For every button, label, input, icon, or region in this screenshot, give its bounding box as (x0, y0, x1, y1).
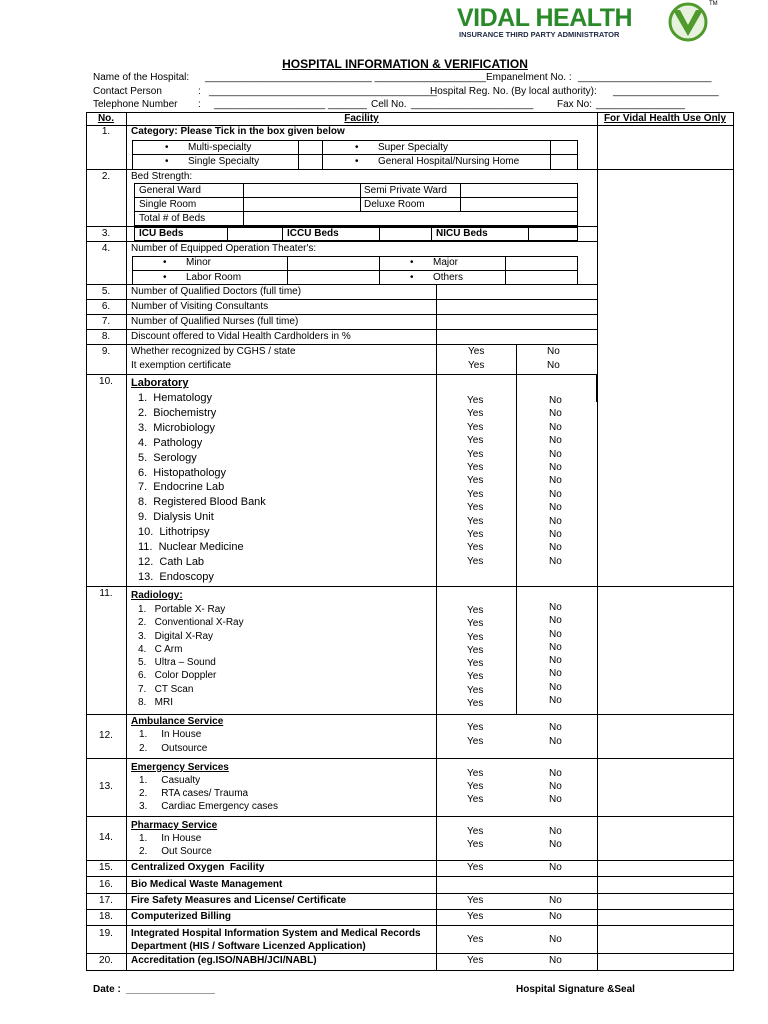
list-item: 2. Biochemistry (138, 406, 217, 419)
no-option[interactable]: No (549, 681, 562, 693)
no-option[interactable]: No (549, 502, 562, 514)
list-item: 10. Lithotripsy (138, 526, 210, 539)
no-option[interactable]: No (549, 488, 562, 500)
list-item: 4. Pathology (138, 436, 203, 449)
list-item: 11. Nuclear Medicine (138, 541, 244, 554)
no-option[interactable]: No (549, 615, 562, 627)
bullet: • (410, 272, 414, 283)
col-header-vidal: For Vidal Health Use Only (603, 113, 727, 124)
yes-option[interactable]: Yes (467, 684, 484, 696)
yes-option[interactable]: Yes (467, 839, 484, 850)
row-label: Integrated Hospital Information System and Medical Records (131, 928, 421, 939)
trademark: TM (709, 1, 718, 7)
yes-option[interactable]: Yes (467, 529, 484, 541)
no-option[interactable]: No (549, 655, 562, 667)
row-number: 2. (101, 171, 111, 182)
iccu-beds-label: ICCU Beds (287, 228, 339, 239)
row-number: 9. (101, 346, 111, 357)
no-option[interactable]: No (547, 360, 560, 371)
row-label: Centralized Oxygen Facility (131, 862, 265, 873)
yes-option[interactable]: Yes (467, 542, 484, 554)
row-label: Number of Equipped Operation Theater's: (131, 243, 317, 254)
row-label: Ambulance Service (131, 716, 224, 727)
signature-label: Hospital Signature &Seal (516, 984, 635, 995)
row-number: 19. (99, 928, 113, 939)
yes-option[interactable]: Yes (467, 794, 484, 805)
list-item: 7. CT Scan (138, 683, 194, 695)
yes-column (467, 394, 483, 568)
list-item: 2. RTA cases/ Trauma (139, 788, 249, 799)
checkbox-general-hospital[interactable] (551, 155, 577, 168)
no-option[interactable]: No (549, 542, 562, 554)
category-multi-specialty: Multi-specialty (188, 142, 252, 153)
no-option[interactable]: No (549, 794, 562, 805)
row-number: 12. (99, 730, 113, 741)
row-label: Computerized Billing (131, 911, 231, 922)
list-item: 9. Dialysis Unit (138, 511, 214, 524)
row-number: 17. (99, 895, 113, 906)
lab-items (138, 391, 266, 585)
yes-option[interactable]: Yes (467, 722, 484, 733)
no-option[interactable]: No (549, 448, 562, 460)
list-item: 8. MRI (138, 697, 174, 709)
row-number: 11. (99, 588, 113, 599)
cell-field[interactable]: ______________________ (411, 99, 534, 110)
row-label: Discount offered to Vidal Health Cardholders in % (131, 331, 351, 342)
list-item: 3. Digital X-Ray (138, 630, 214, 642)
radiology-items (138, 603, 244, 709)
yes-option[interactable]: Yes (467, 502, 484, 514)
telephone-label: Telephone Number (93, 99, 178, 110)
list-item: 2. Outsource (139, 743, 208, 754)
row-number: 7. (101, 316, 111, 327)
empanelment-label: Empanelment No. : (486, 72, 572, 83)
bullet: • (165, 142, 169, 153)
list-item: 4. C Arm (138, 643, 183, 655)
nicu-beds-label: NICU Beds (436, 228, 488, 239)
yes-option[interactable]: Yes (467, 631, 484, 643)
list-item: 1. In House (139, 729, 202, 740)
date-field[interactable]: ________________ (126, 984, 215, 995)
yes-option[interactable]: Yes (467, 781, 484, 792)
list-item: 1. Casualty (139, 775, 201, 786)
list-item: 12. Cath Lab (138, 555, 205, 568)
no-option[interactable]: No (549, 421, 562, 433)
telephone-colon: : (198, 99, 201, 110)
no-column (549, 394, 562, 568)
row-number: 3. (101, 228, 111, 239)
row-label: Category: Please Tick in the box given below (131, 126, 345, 137)
checkbox-multi-specialty[interactable] (299, 141, 321, 154)
fax-field[interactable]: ________________ (596, 99, 685, 110)
yes-option[interactable]: Yes (467, 448, 484, 460)
list-item: 6. Histopathology (138, 466, 227, 479)
no-option[interactable]: No (547, 346, 560, 357)
checkbox-single-specialty[interactable] (299, 155, 321, 168)
yes-option[interactable]: Yes (467, 462, 484, 474)
category-super-specialty: Super Specialty (378, 142, 449, 153)
reg-no-label: Hospital Reg. No. (By local authority): (430, 86, 597, 97)
col-header-facility: Facility (344, 113, 379, 124)
row-number: 5. (101, 286, 111, 297)
yes-option[interactable]: Yes (467, 555, 484, 567)
row-label: Laboratory (131, 377, 189, 389)
yes-option[interactable]: Yes (467, 658, 484, 670)
fax-label: Fax No: (557, 99, 593, 110)
row-label: Department (HIS / Software Licenzed Application) (131, 941, 366, 952)
row-label: Number of Qualified Nurses (full time) (131, 316, 299, 327)
list-item: 5. Serology (138, 451, 197, 464)
yes-option[interactable]: Yes (467, 421, 484, 433)
no-option[interactable]: No (549, 529, 562, 541)
row-label: Number of Qualified Doctors (full time) (131, 286, 302, 297)
category-general-hospital: General Hospital/Nursing Home (378, 156, 520, 167)
list-item: 1. Portable X- Ray (138, 604, 226, 615)
row-label: Radiology: (131, 590, 183, 601)
list-item: 7. Endocrine Lab (138, 481, 225, 494)
list-item: 8. Registered Blood Bank (138, 496, 266, 509)
yes-option[interactable]: Yes (467, 408, 484, 420)
no-column (549, 601, 562, 707)
reg-no-field[interactable]: ___________________ (613, 86, 719, 97)
row-number: 1. (101, 126, 111, 137)
yes-option[interactable]: Yes (467, 475, 484, 487)
no-option[interactable]: No (549, 826, 562, 837)
yes-option[interactable]: Yes (467, 862, 484, 873)
yes-option[interactable]: Yes (467, 395, 484, 406)
yes-option[interactable]: Yes (467, 671, 484, 683)
row-label: Pharmacy Service (131, 820, 218, 831)
no-option[interactable]: No (549, 668, 562, 680)
yes-option[interactable]: Yes (467, 435, 484, 447)
list-item: 3. Cardiac Emergency cases (139, 801, 278, 812)
hospital-name-label: Name of the Hospital: (93, 72, 190, 83)
no-option[interactable]: No (549, 515, 562, 527)
row-number: 8. (101, 331, 111, 342)
telephone-field[interactable]: ____________________ _______ (214, 99, 367, 110)
empanelment-field[interactable]: ________________________ (578, 72, 712, 83)
list-item: 13. Endoscopy (138, 570, 214, 583)
logo-tagline: INSURANCE THIRD PARTY ADMINISTRATOR (459, 30, 620, 39)
no-option[interactable]: No (549, 722, 562, 733)
ot-major: Major (433, 257, 459, 268)
yes-option[interactable]: Yes (467, 934, 484, 945)
yes-option[interactable]: Yes (467, 736, 484, 747)
contact-colon: : (198, 86, 201, 97)
list-item: 5. Ultra – Sound (138, 657, 216, 669)
bed-total: Total # of Beds (139, 213, 206, 224)
ot-labor-room: Labor Room (186, 272, 242, 283)
yes-option[interactable]: Yes (467, 488, 484, 500)
bed-semi-private: Semi Private Ward (364, 185, 447, 196)
no-option[interactable]: No (549, 934, 562, 945)
yes-option[interactable]: Yes (468, 360, 485, 371)
bullet: • (163, 257, 167, 268)
row-label: Bed Strength: (131, 171, 193, 182)
row-number: 6. (101, 301, 111, 312)
row-number: 13. (99, 781, 113, 792)
category-single-specialty: Single Specialty (188, 156, 260, 167)
row-label: Accreditation (eg.ISO/NABH/JCI/NABL) (131, 955, 317, 966)
row-label: Fire Safety Measures and License/ Certificate (131, 895, 347, 906)
no-option[interactable]: No (549, 768, 562, 779)
yes-option[interactable]: Yes (467, 768, 484, 779)
bullet: • (410, 257, 414, 268)
cell-label: Cell No. (371, 99, 407, 110)
no-option[interactable]: No (549, 408, 562, 420)
yes-option[interactable]: Yes (468, 346, 485, 357)
bullet: • (355, 156, 359, 167)
bullet: • (165, 156, 169, 167)
no-option[interactable]: No (549, 911, 562, 922)
yes-option[interactable]: Yes (467, 895, 484, 906)
icu-beds-label: ICU Beds (139, 228, 184, 239)
no-option[interactable]: No (549, 462, 562, 474)
ot-others: Others (433, 272, 464, 283)
date-label: Date : (93, 984, 121, 995)
no-option[interactable]: No (549, 475, 562, 487)
no-option[interactable]: No (549, 395, 562, 406)
hospital-name-field[interactable]: ______________________________ ____________________ (205, 72, 486, 83)
no-option[interactable]: No (549, 602, 562, 613)
no-option[interactable]: No (549, 895, 562, 906)
no-option[interactable]: No (549, 695, 562, 707)
row-label: It exemption certificate (131, 360, 232, 371)
no-option[interactable]: No (549, 955, 562, 966)
page-title: HOSPITAL INFORMATION & VERIFICATION (282, 57, 528, 71)
checkbox-super-specialty[interactable] (551, 141, 577, 154)
bed-single-room: Single Room (139, 199, 197, 210)
row-number: 4. (101, 243, 111, 254)
yes-option[interactable]: Yes (467, 955, 484, 966)
yes-option[interactable]: Yes (467, 605, 484, 616)
row-number: 14. (99, 832, 113, 843)
yes-option[interactable]: Yes (467, 618, 484, 630)
no-option[interactable]: No (549, 641, 562, 653)
yes-column (467, 604, 483, 710)
row-number: 10. (99, 376, 113, 387)
no-option[interactable]: No (549, 555, 562, 567)
row-label: Whether recognized by CGHS / state (131, 346, 296, 357)
no-option[interactable]: No (549, 862, 562, 873)
no-option[interactable]: No (549, 736, 562, 747)
row-number: 18. (99, 911, 113, 922)
row-label: Bio Medical Waste Management (131, 879, 283, 890)
no-option[interactable]: No (549, 628, 562, 640)
no-option[interactable]: No (549, 839, 562, 850)
row-number: 20. (99, 955, 113, 966)
list-item: 3. Microbiology (138, 421, 216, 434)
logo-name: VIDAL HEALTH (457, 4, 633, 32)
bed-general-ward: General Ward (139, 185, 201, 196)
ot-minor: Minor (186, 257, 212, 268)
bullet: • (163, 272, 167, 283)
bullet: • (355, 142, 359, 153)
yes-option[interactable]: Yes (467, 698, 484, 710)
yes-option[interactable]: Yes (467, 826, 484, 837)
list-item: 2. Out Source (139, 846, 212, 857)
list-item: 1. In House (139, 833, 202, 844)
no-option[interactable]: No (549, 435, 562, 447)
row-number: 15. (99, 862, 113, 873)
yes-option[interactable]: Yes (467, 644, 484, 656)
row-label: Emergency Services (131, 762, 229, 773)
list-item: 2. Conventional X-Ray (138, 617, 244, 629)
no-option[interactable]: No (549, 781, 562, 792)
contact-person-label: Contact Person (93, 86, 162, 97)
yes-option[interactable]: Yes (467, 911, 484, 922)
bed-deluxe-room: Deluxe Room (364, 199, 425, 210)
contact-person-field[interactable]: _________________________________________ (209, 86, 438, 97)
list-item: 1. Hematology (138, 392, 212, 404)
yes-option[interactable]: Yes (467, 515, 484, 527)
row-label: Number of Visiting Consultants (131, 301, 269, 312)
list-item: 6. Color Doppler (138, 670, 217, 682)
col-header-no: No. (97, 113, 115, 124)
row-number: 16. (99, 879, 113, 890)
